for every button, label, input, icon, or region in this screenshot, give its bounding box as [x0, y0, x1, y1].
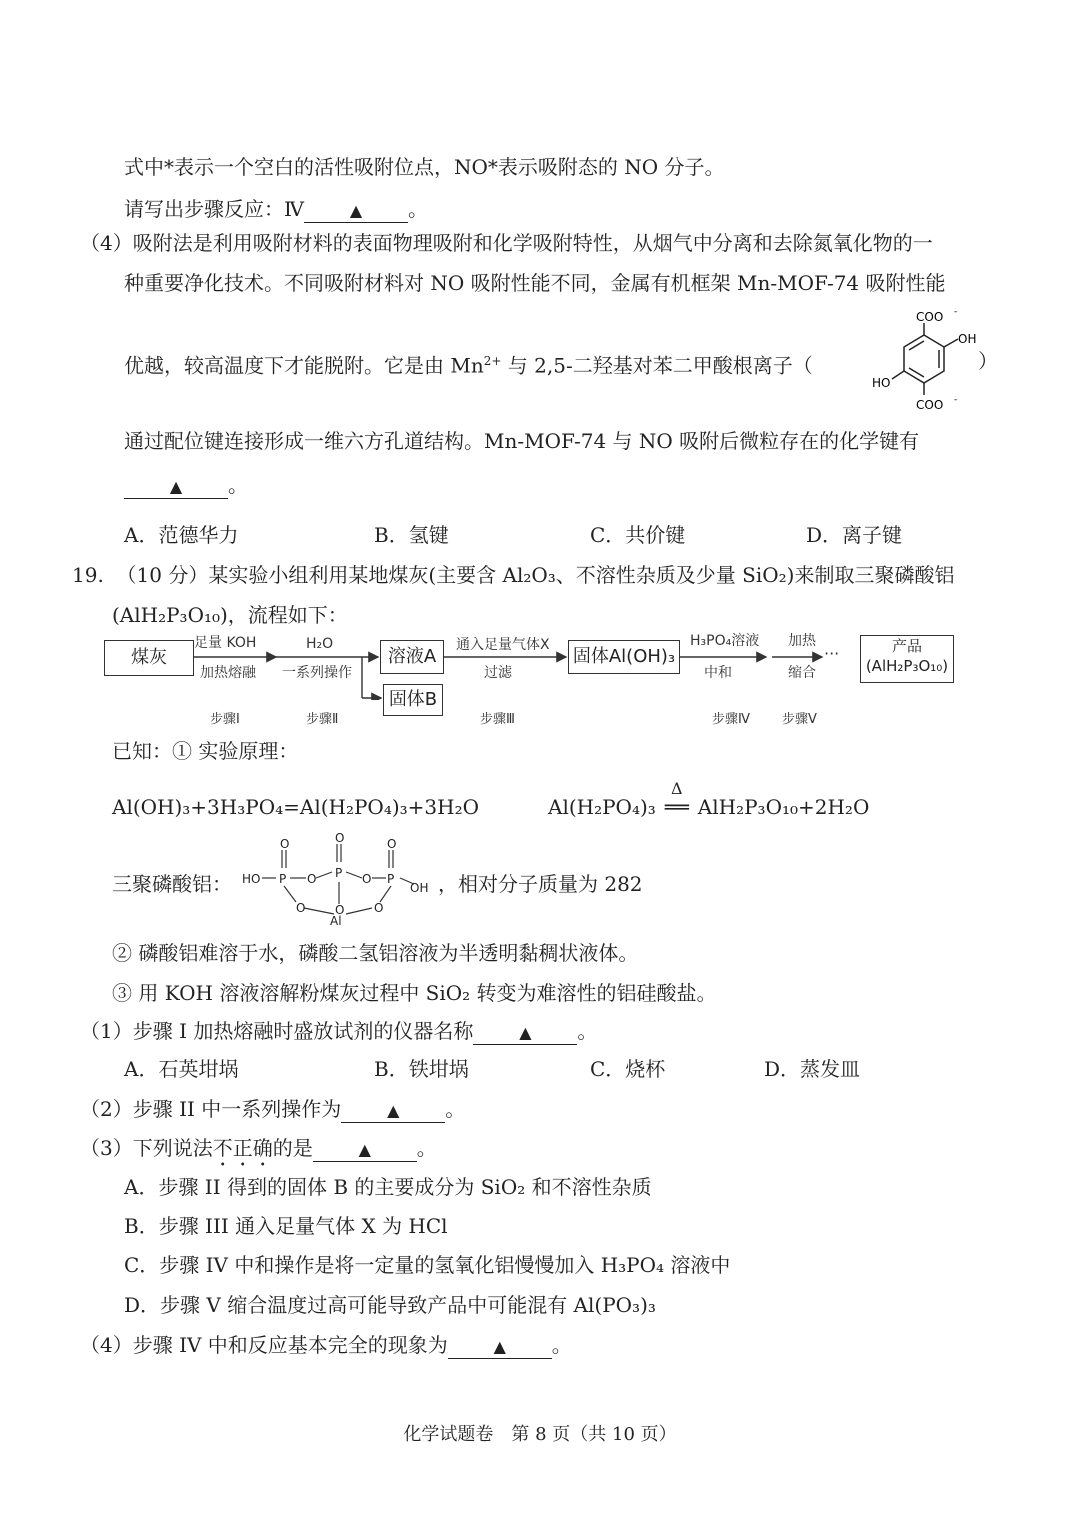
period: 。: [416, 1136, 437, 1160]
q19-line1: [72, 562, 954, 588]
answer-blank[interactable]: [448, 1334, 552, 1359]
label-water: H₂O: [306, 636, 334, 652]
q19-2: [80, 1096, 465, 1123]
option-c[interactable]: C．共价键: [590, 523, 686, 547]
coo-top: COO: [916, 310, 944, 324]
step-4-label: 步骤Ⅳ: [712, 712, 750, 727]
q18-4-line4: 通过配位键连接形成一维六方孔道结构。Mn-MOF-74 与 NO 吸附后微粒存在的化学键有: [124, 429, 920, 453]
triangle-mark: ▲: [493, 1337, 506, 1356]
q19-3-option-b[interactable]: B．步骤 III 通入足量气体 X 为 HCl: [124, 1214, 448, 1238]
period: 。: [407, 197, 428, 221]
delta-sign: Δ: [671, 779, 683, 798]
q19-4: [80, 1332, 572, 1359]
label-phosphoric-acid: H₃PO₄溶液: [690, 633, 760, 649]
period: 。: [551, 1333, 572, 1357]
line3-b: 与 2,5-二羟基对苯二甲酸根离子（: [501, 353, 813, 378]
equation-2: [548, 779, 870, 820]
question-text: 吸附法是利用吸附材料的表面物理吸附和化学吸附特性，从烟气中分离和去除氮氧化物的一: [132, 231, 933, 255]
q19-1: [80, 1018, 597, 1045]
step-3-label: 步骤Ⅲ: [480, 712, 515, 727]
eq2-left: Al(H₂PO₄)₃: [548, 795, 656, 819]
struct-o-top2: O: [335, 831, 345, 845]
product-formula: (AlH₂P₃O₁₀): [865, 657, 949, 675]
equation-1: Al(OH)₃+3H₃PO₄=Al(H₂PO₄)₃+3H₂O: [112, 795, 480, 819]
eq2-arrow: Δ ══: [656, 794, 698, 820]
sub-number: （3）: [80, 1136, 133, 1160]
charge-top: -: [954, 307, 958, 317]
answer-blank[interactable]: [341, 1098, 445, 1123]
struct-o-bottom3: O: [374, 901, 384, 915]
option-a[interactable]: A．范德华力: [124, 523, 239, 547]
q18-4-line1: [80, 230, 933, 256]
q18-4-blank-line: [124, 472, 248, 499]
question-number: （4）: [80, 231, 133, 255]
triangle-mark: ▲: [349, 201, 363, 220]
box-solution-a: 溶液A: [380, 640, 444, 674]
step-1-label: 步骤Ⅰ: [210, 712, 240, 727]
question-number: 19.: [72, 563, 104, 587]
eq2-right: AlH₂P₃O₁₀+2H₂O: [697, 795, 870, 819]
label-filter: 过滤: [484, 665, 512, 681]
product-label: 产品: [891, 637, 922, 655]
page-footer: 化学试题卷 第 8 页（共 10 页）: [403, 1424, 677, 1445]
known-intro: 已知：① 实验原理：: [112, 739, 299, 763]
struct-o-top3: O: [387, 837, 397, 851]
question-text: （10 分）某实验小组利用某地煤灰(主要含 Al₂O₃、不溶性杂质及少量 SiO₂)来制取三聚磷酸铝: [116, 563, 955, 587]
sub-text: 步骤 II 中一系列操作为: [132, 1097, 342, 1121]
struct-p1: P: [279, 872, 287, 886]
dihydroxyterephthalate-structure: [864, 305, 979, 415]
sub-text-a: 下列说法: [132, 1136, 213, 1160]
struct-al: Al: [330, 914, 342, 926]
flow-arrows: [0, 620, 1080, 700]
struct-o-bottom2: O: [335, 903, 345, 917]
q19-3-option-a[interactable]: A．步骤 II 得到的固体 B 的主要成分为 SiO₂ 和不溶性杂质: [124, 1175, 652, 1199]
answer-blank[interactable]: [313, 1137, 417, 1162]
box-solid-b: 固体B: [383, 684, 443, 716]
answer-blank[interactable]: [304, 198, 408, 223]
tri-mass: ，相对分子质量为 282: [438, 872, 643, 896]
aluminum-tripolyphosphate-structure: [238, 826, 443, 926]
answer-blank[interactable]: [124, 474, 228, 499]
label-condense: 缩合: [788, 665, 816, 681]
triangle-mark: ▲: [358, 1140, 371, 1159]
close-paren: ）: [978, 349, 998, 373]
struct-o2: O: [362, 872, 372, 886]
label-heat-melt: 加热熔融: [200, 665, 256, 681]
sub-text: 步骤 I 加热熔融时盛放试剂的仪器名称: [132, 1019, 474, 1043]
ho-label: HO: [872, 376, 891, 390]
q19-1-option-c[interactable]: C．烧杯: [590, 1057, 666, 1081]
struct-oh: OH: [410, 881, 429, 895]
charge-bottom: -: [954, 395, 958, 405]
step-5-label: 步骤Ⅴ: [782, 712, 817, 727]
label-operations: 一系列操作: [282, 665, 352, 681]
struct-o1: O: [307, 872, 317, 886]
emphasis-not-correct: 不正确: [212, 1136, 273, 1160]
label-neutralize: 中和: [704, 665, 732, 681]
sub-number: （2）: [80, 1097, 133, 1121]
box-aluminum-hydroxide: 固体Al(OH)₃: [568, 640, 680, 674]
period: 。: [577, 1019, 598, 1043]
known-2: ② 磷酸铝难溶于水，磷酸二氢铝溶液为半透明黏稠状液体。: [112, 941, 639, 965]
answer-blank[interactable]: [473, 1020, 577, 1045]
period: 。: [445, 1097, 466, 1121]
q19-1-option-d[interactable]: D．蒸发皿: [764, 1057, 861, 1081]
q18-4-line3: [124, 348, 813, 379]
label-koh: 足量 KOH: [194, 635, 257, 651]
mn-charge: 2+: [483, 354, 502, 368]
q19-3-option-d[interactable]: D．步骤 V 缩合温度过高可能导致产品中可能混有 Al(PO₃)₃: [124, 1293, 656, 1317]
sub-text-b: 的是: [272, 1136, 313, 1160]
step-2-label: 步骤Ⅱ: [306, 712, 339, 727]
option-b[interactable]: B．氢键: [374, 523, 449, 547]
box-coal-ash: 煤灰: [104, 640, 194, 676]
coo-bottom: COO: [916, 398, 944, 412]
struct-p2: P: [335, 866, 343, 880]
period: 。: [228, 473, 248, 497]
label-ellipsis: ···: [824, 644, 840, 663]
struct-p3: P: [387, 872, 395, 886]
known-3: ③ 用 KOH 溶液溶解粉煤灰过程中 SiO₂ 转变为难溶性的铝硅酸盐。: [112, 981, 717, 1005]
label-heat: 加热: [788, 633, 816, 649]
struct-o-bottom1: O: [296, 901, 306, 915]
q19-3-option-c[interactable]: C．步骤 IV 中和操作是将一定量的氢氧化铝慢慢加入 H₃PO₄ 溶液中: [124, 1253, 731, 1277]
triangle-mark: ▲: [169, 477, 183, 496]
tri-label: 三聚磷酸铝：: [112, 872, 232, 896]
q18-text-line: 式中*表示一个空白的活性吸附位点，NO*表示吸附态的 NO 分子。: [124, 155, 725, 179]
q18-step4-prompt: [124, 196, 428, 223]
q19-1-option-a[interactable]: A．石英坩埚: [124, 1057, 239, 1081]
struct-o-top1: O: [280, 837, 290, 851]
q19-1-option-b[interactable]: B．铁坩埚: [374, 1057, 469, 1081]
oh-label: OH: [958, 332, 977, 346]
q18-4-line2: 种重要净化技术。不同吸附材料对 NO 吸附性能不同，金属有机框架 Mn-MOF-74 吸附性能: [124, 271, 946, 295]
triangle-mark: ▲: [387, 1101, 400, 1120]
struct-ho: HO: [242, 872, 261, 886]
option-d[interactable]: D．离子键: [806, 523, 903, 547]
q19-3: [80, 1135, 437, 1171]
sub-text: 步骤 IV 中和反应基本完全的现象为: [132, 1333, 448, 1357]
label-gas-x: 通入足量气体X: [456, 637, 550, 653]
line3-a: 优越，较高温度下才能脱附。它是由 Mn: [124, 353, 484, 378]
q18-step4-label: 请写出步骤反应：Ⅳ: [124, 197, 304, 221]
sub-number: （4）: [80, 1333, 133, 1357]
q19-line2: (AlH₂P₃O₁₀)，流程如下：: [112, 603, 348, 627]
triangle-mark: ▲: [519, 1023, 532, 1042]
sub-number: （1）: [80, 1019, 133, 1043]
